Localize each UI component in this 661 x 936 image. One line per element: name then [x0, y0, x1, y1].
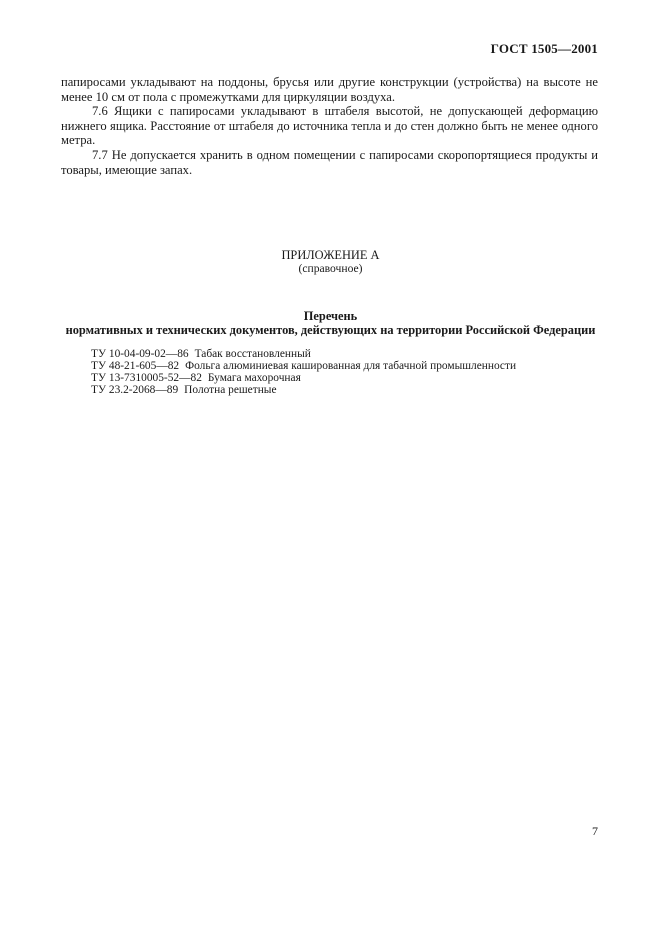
page-number: 7: [592, 824, 598, 838]
paragraph-7-7: 7.7 Не допускается хранить в одном помещении с папиросами скоропортящиеся продукты и товары, имеющие запах.: [61, 147, 598, 177]
paragraph-continuation: папиросами укладывают на поддоны, брусья или другие конструкции (устройства) на высоте не менее 10 см от пола с промежутками для циркуляции воздуха.: [61, 75, 598, 104]
doc-code: ТУ 10-04-09-02—86: [91, 348, 189, 360]
body-text: [61, 75, 598, 177]
appendix-heading: [0, 310, 661, 337]
appendix-title: ПРИЛОЖЕНИЕ А: [281, 248, 380, 262]
appendix-subtitle: (справочное): [298, 262, 363, 275]
doc-title: Табак восстановленный: [194, 348, 311, 360]
doc-title: Полотна решетные: [184, 384, 277, 396]
doc-code: ТУ 48-21-605—82: [91, 360, 180, 372]
appendix-heading-line1: Перечень: [303, 309, 358, 323]
document-header-id: ГОСТ 1505—2001: [490, 41, 598, 56]
doc-title: Бумага махорочная: [207, 372, 301, 384]
doc-code: ТУ 13-7310005-52—82: [91, 372, 202, 384]
list-item: [91, 360, 516, 372]
appendix-heading-line2: нормативных и технических документов, действующих на территории Российской Федерации: [65, 322, 596, 337]
doc-code: ТУ 23.2-2068—89: [91, 384, 179, 396]
paragraph-7-6: 7.6 Ящики с папиросами укладывают в штабеля высотой, не допускающей деформацию нижнего ящика. Расстояние от штабеля до источника тепла и до стен должно быть не менее одного метра.: [61, 104, 598, 148]
list-item: [91, 372, 516, 384]
list-item: [91, 348, 516, 360]
doc-title: Фольга алюминиевая кашированная для табачной промышленности: [185, 360, 517, 372]
documents-list: [91, 348, 516, 396]
list-item: [91, 384, 516, 396]
